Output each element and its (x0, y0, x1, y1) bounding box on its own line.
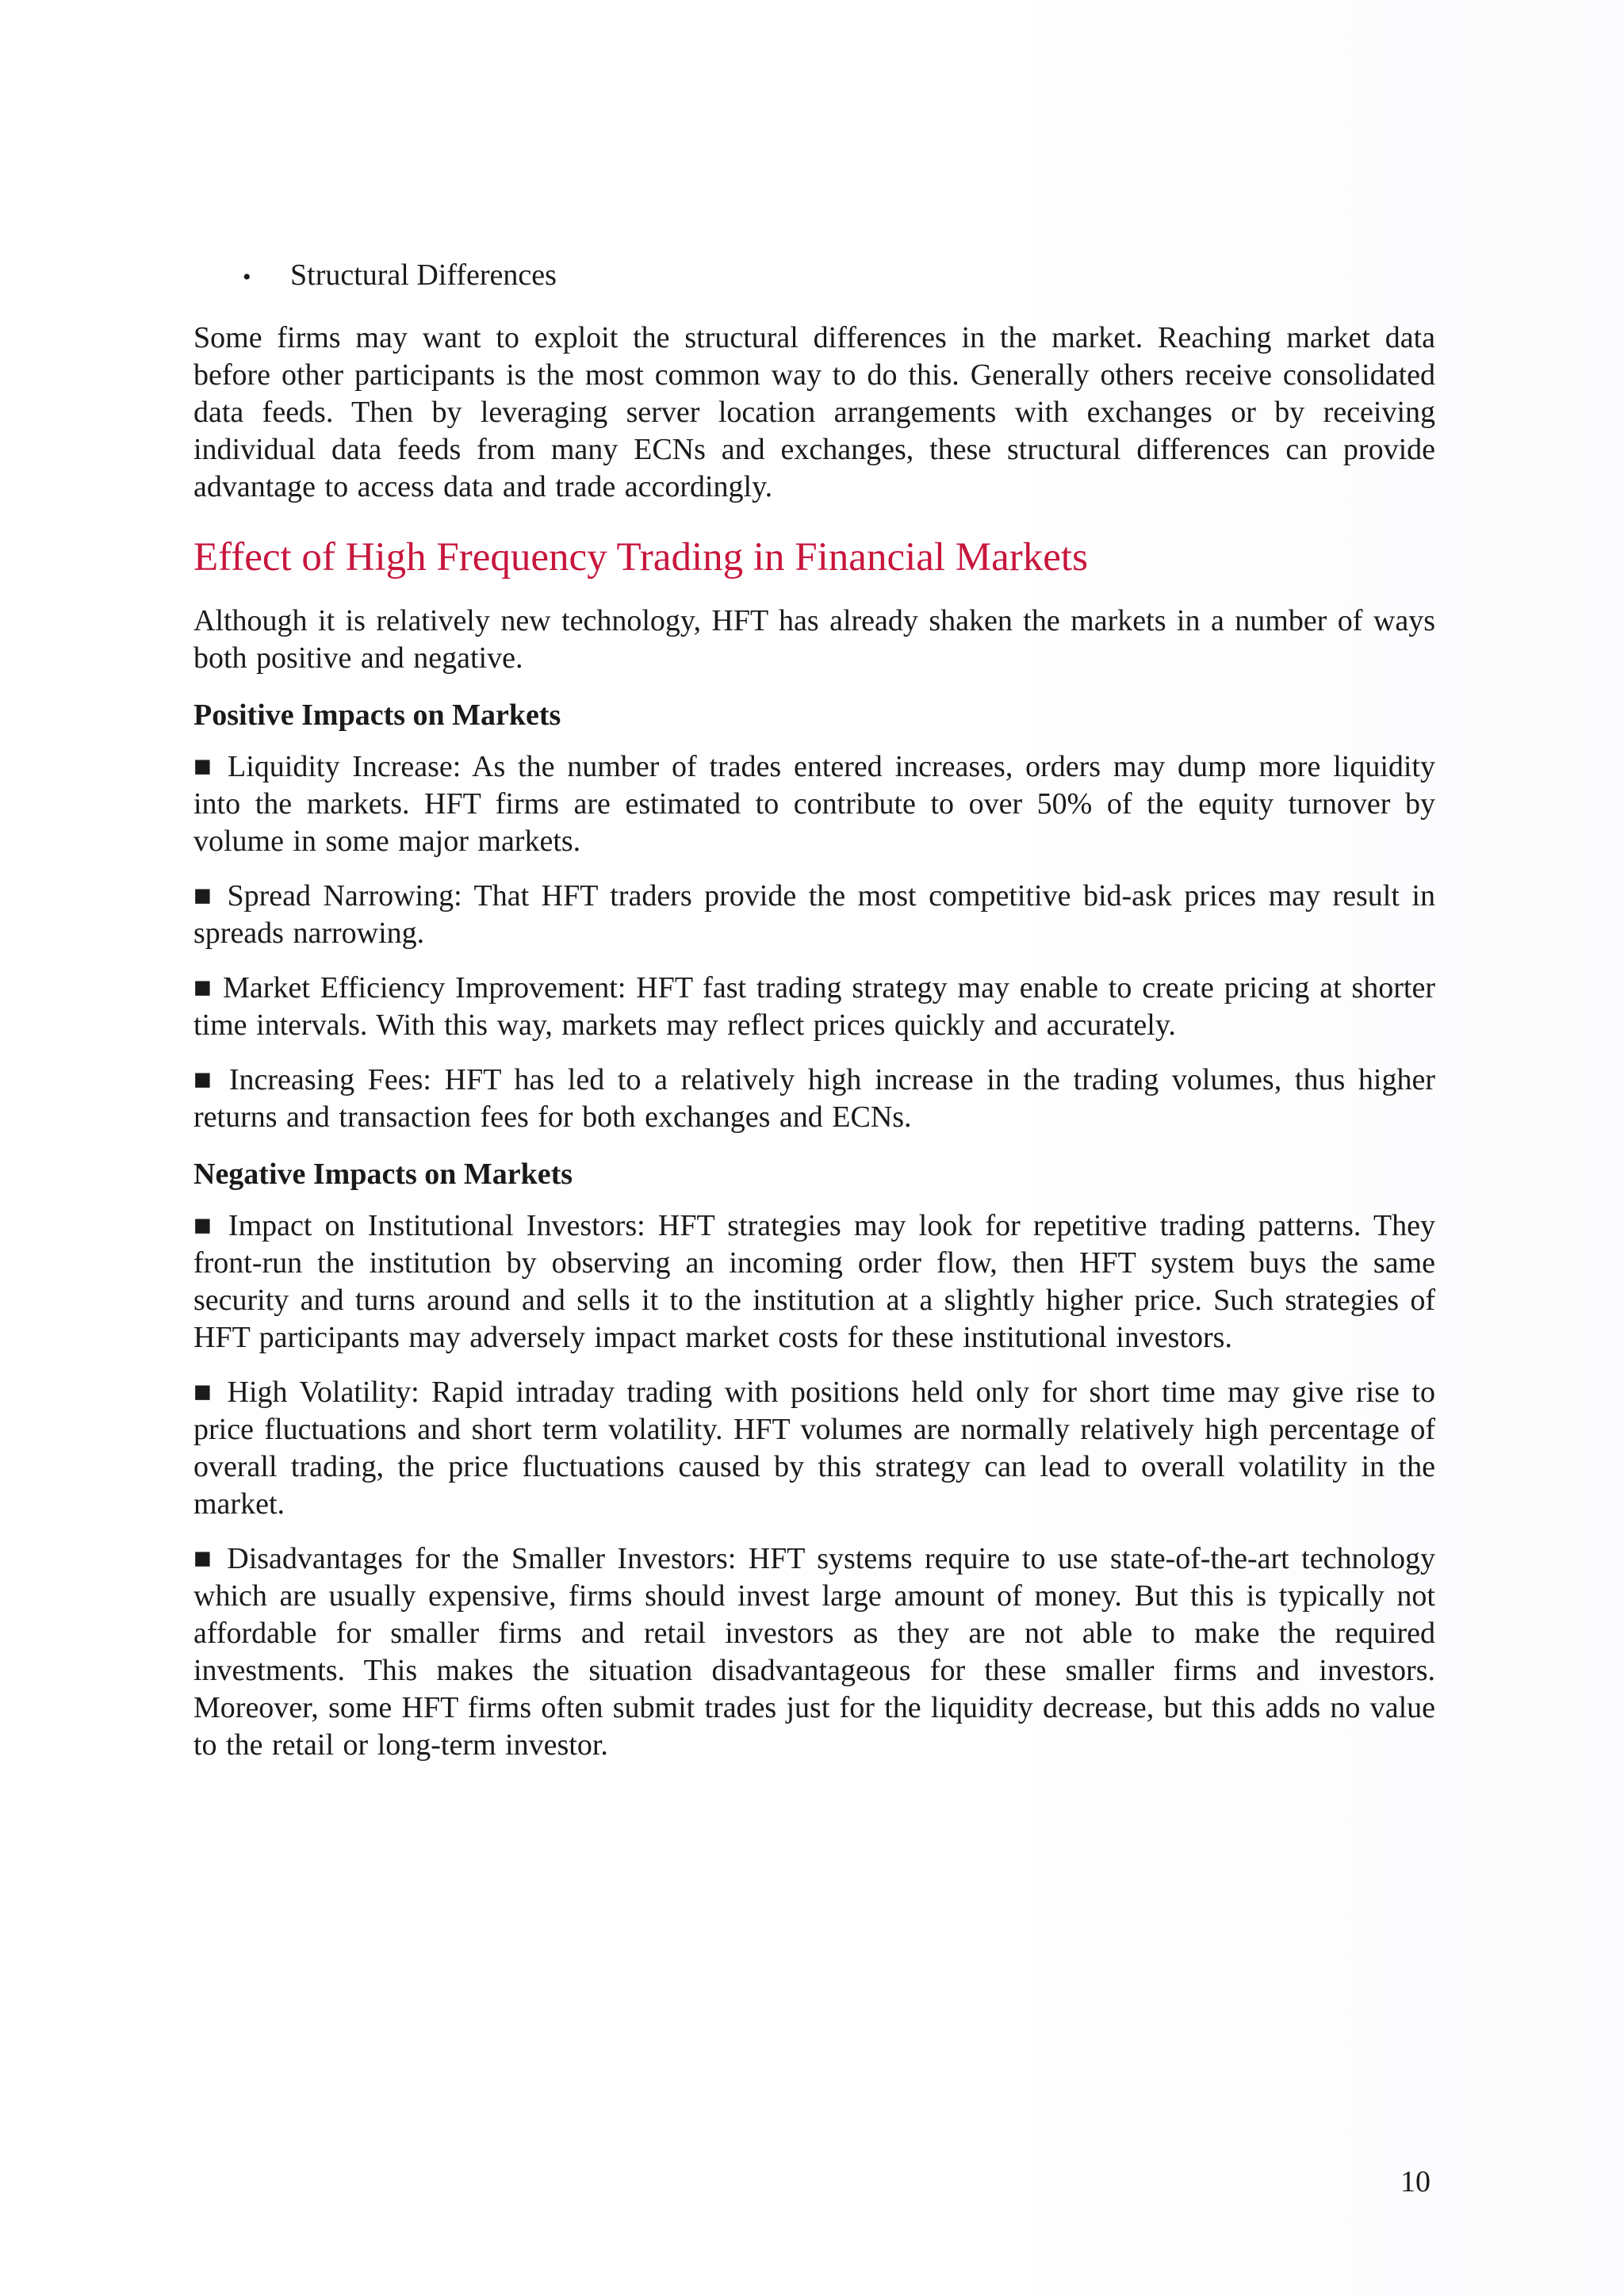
positive-item-fees: ■ Increasing Fees: HFT has led to a relatively high increase in the trading volumes, thus higher returns and transaction fees for both exchanges and ECNs. (193, 1063, 1435, 1134)
structural-bullet (243, 252, 1435, 300)
section-title: Effect of High Frequency Trading in Financial Markets (193, 535, 1088, 580)
negative-heading: Negative Impacts on Markets (193, 1158, 573, 1191)
page-content (193, 252, 1435, 1781)
positive-item-efficiency: ■ Market Efficiency Improvement: HFT fast trading strategy may enable to create pricing at shorter time intervals. With this way, markets may reflect prices quickly and accurately. (193, 971, 1435, 1042)
structural-paragraph: Some firms may want to exploit the structural differences in the market. Reaching market data before other participants is the most common way to do this. Generally others receive consolidated data feeds. Then by leveraging server location arrangements with exchanges or by receiving individual data feeds from many ECNs and exchanges, these structural differences can provide advantage to access data and trade accordingly. (193, 321, 1435, 503)
negative-item-volatility: ■ High Volatility: Rapid intraday trading with positions held only for short time may give rise to price fluctuations and short term volatility. HFT volumes are normally relatively high percentage of overall trading, the price fluctuations caused by this strategy can lead to overall volatility in the market. (193, 1376, 1435, 1521)
negative-item-smaller-investors: ■ Disadvantages for the Smaller Investors: HFT systems require to use state-of-the-art technology which are usually expensive, firms should invest large amount of money. But this is typically not affordable for smaller firms and retail investors as they are not able to make the required investments. This makes the situation disadvantageous for these smaller firms and investors. Moreover, some HFT firms often submit trades just for the liquidity decrease, but this adds no value to the retail or long-term investor. (193, 1542, 1435, 1762)
positive-heading: Positive Impacts on Markets (193, 698, 561, 732)
structural-bullet-label: Structural Differences (290, 258, 557, 292)
negative-item-institutional: ■ Impact on Institutional Investors: HFT strategies may look for repetitive trading patterns. They front-run the institution by observing an incoming order flow, then HFT system buys the same security and turns around and sells it to the institution at a slightly higher price. Such strategies of HFT participants may adversely impact market costs for these institutional investors. (193, 1209, 1435, 1354)
page-number: 10 (1400, 2165, 1431, 2198)
positive-item-liquidity: ■ Liquidity Increase: As the number of trades entered increases, orders may dump more liquidity into the markets. HFT firms are estimated to contribute to over 50% of the equity turnover by volume in some major markets. (193, 750, 1435, 858)
bullet-dot-icon: • (243, 264, 251, 290)
positive-item-spread: ■ Spread Narrowing: That HFT traders provide the most competitive bid-ask prices may result in spreads narrowing. (193, 879, 1435, 950)
section-intro: Although it is relatively new technology, HFT has already shaken the markets in a number of ways both positive and negative. (193, 604, 1435, 675)
